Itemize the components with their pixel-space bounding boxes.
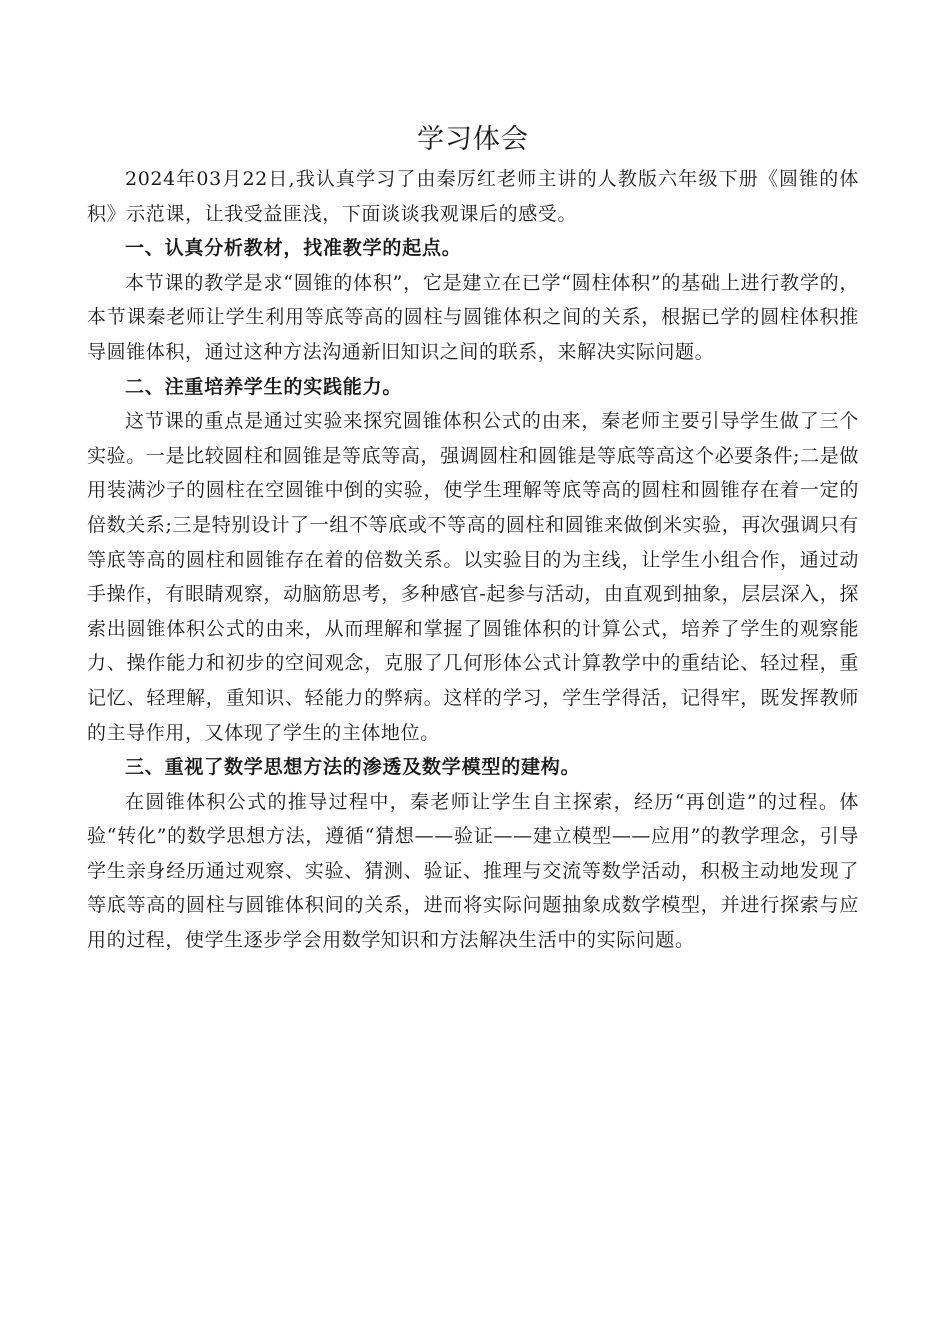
section-2-body: 这节课的重点是通过实验来探究圆锥体积公式的由来，秦老师主要引导学生做了三个实验。一是比较圆柱和圆锥是等底等高，强调圆柱和圆锥是等底等高这个必要条件;二是做用装满沙子的圆柱在空圆锥中倒的实验，使学生理解等底等高的圆柱和圆锥存在着一定的倍数关系;三是特别设计了一组不等底或不等高的圆柱和圆锥来做倒米实验，再次强调只有等底等高的圆柱和圆锥存在着的倍数关系。以实验目的为主线，让学生小组合作，通过动手操作，有眼睛观察，动脑筋思考，多种感官-起参与活动，由直观到抽象，层层深入，探索出圆锥体积公式的由来，从而理解和掌握了圆锥体积的计算公式，培养了学生的观察能力、操作能力和初步的空间观念，克服了几何形体公式计算教学中的重结论、轻过程，重记忆、轻理解，重知识、轻能力的弊病。这样的学习，学生学得活，记得牢，既发挥教师的主导作用，又体现了学生的主体地位。 [87, 410, 859, 744]
document-page [87, 118, 859, 958]
document-title: 学习体会 [417, 124, 529, 155]
intro-paragraph: 2024年03月22日,我认真学习了由秦厉红老师主讲的人教版六年级下册《圆锥的体积》示范课，让我受益匪浅，下面谈谈我观课后的感受。 [87, 168, 859, 225]
section-3-body: 在圆锥体积公式的推导过程中，秦老师让学生自主探索，经历“再创造”的过程。体验“转化”的数学思想方法，遵循“猜想——验证——建立模型——应用”的教学理念，引导学生亲身经历通过观察、实验、猜测、验证、推理与交流等数学活动，积极主动地发现了等底等高的圆柱与圆锥体积间的关系，进而将实际问题抽象成数学模型，并进行探索与应用的过程，使学生逐步学会用数学知识和方法解决生活中的实际问题。 [87, 790, 859, 952]
section-2-heading: 二、注重培养学生的实践能力。 [125, 375, 403, 398]
section-3-heading: 三、重视了数学思想方法的渗透及数学模型的建构。 [125, 756, 581, 779]
section-1-body: 本节课的教学是求“圆锥的体积”，它是建立在已学“圆柱体积”的基础上进行教学的，本节课秦老师让学生利用等底等高的圆柱与圆锥体积之间的关系，根据已学的圆柱体积推导圆锥体积，通过这种方法沟通新旧知识之间的联系，来解决实际问题。 [87, 271, 859, 363]
section-1-heading: 一、认真分析教材，找准教学的起点。 [125, 237, 462, 260]
